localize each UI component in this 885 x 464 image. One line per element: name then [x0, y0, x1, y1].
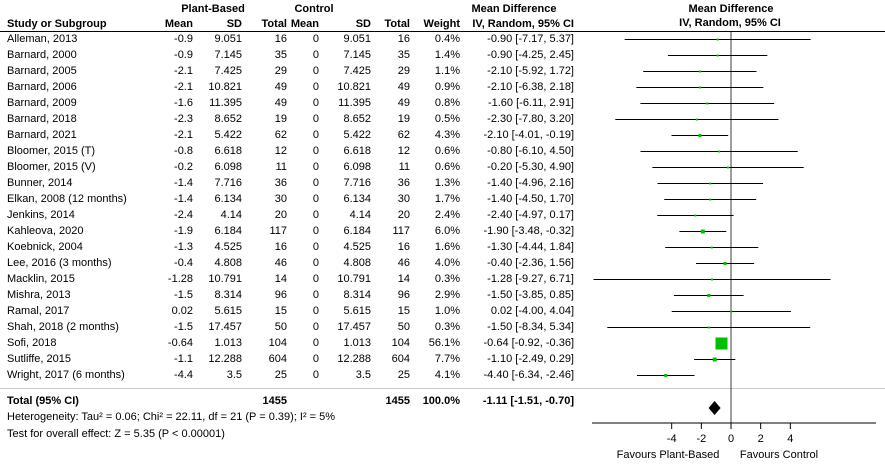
ctrl-sd: 4.525	[343, 241, 371, 253]
study-name: Barnard, 2006	[7, 81, 77, 93]
study-name: Wright, 2017 (6 months)	[7, 369, 125, 381]
total-ci-text: -1.11 [-1.51, -0.70]	[482, 395, 574, 407]
ctrl-total: 49	[397, 81, 410, 93]
effect-marker	[713, 358, 717, 362]
pb-total: 11	[275, 161, 287, 173]
pb-sd: 3.5	[226, 369, 242, 381]
pb-sd: 10.821	[208, 81, 242, 93]
ctrl-mean: 0	[312, 321, 319, 333]
heterogeneity-note: Heterogeneity: Tau² = 0.06; Chi² = 22.11, df = 21 (P = 0.39); I² = 5%	[7, 411, 336, 423]
ctrl-mean: 0	[312, 337, 319, 349]
weight-value: 1.6%	[434, 241, 460, 253]
pb-mean: -2.1	[174, 81, 193, 93]
pb-total: 25	[274, 369, 287, 381]
pb-sd: 4.808	[214, 257, 242, 269]
ctrl-mean: 0	[312, 289, 319, 301]
study-table-body	[0, 31, 574, 383]
ci-text: -1.60 [-6.11, 2.91]	[487, 97, 574, 109]
study-name: Sutliffe, 2015	[7, 353, 72, 365]
ctrl-mean: 0	[312, 113, 319, 125]
study-name: Sofi, 2018	[7, 337, 57, 349]
ctrl-mean: 0	[312, 145, 319, 157]
ctrl-mean: 0	[312, 97, 319, 109]
axis-tick-label: -2	[696, 433, 707, 445]
ctrl-total: 117	[392, 225, 410, 237]
ctrl-sd: 4.14	[349, 209, 371, 221]
ctrl-total: 50	[397, 321, 410, 333]
effect-marker	[699, 71, 701, 73]
weight-value: 0.6%	[434, 161, 460, 173]
effect-marker	[709, 183, 711, 185]
ctrl-sd: 4.808	[343, 257, 371, 269]
weight-value: 2.4%	[434, 209, 460, 221]
pb-sd: 7.716	[214, 177, 242, 189]
ctrl-total: 604	[391, 353, 410, 365]
pb-sd: 6.184	[214, 225, 242, 237]
pb-sd: 5.615	[214, 305, 242, 317]
ctrl-total: 46	[397, 257, 410, 269]
ctrl-total: 19	[397, 113, 410, 125]
col-header-iv-random-text: IV, Random, 95% CI	[472, 18, 574, 30]
study-row	[7, 271, 574, 287]
study-row	[7, 367, 574, 383]
pb-total: 104	[268, 337, 287, 349]
ctrl-total: 30	[397, 193, 410, 205]
pb-mean: -0.9	[174, 33, 193, 45]
ci-text: -2.10 [-4.01, -0.19]	[483, 129, 574, 141]
ctrl-total: 14	[397, 273, 410, 285]
ctrl-total: 20	[397, 209, 410, 221]
weight-value: 0.8%	[434, 97, 460, 109]
axis-tick-label: -4	[666, 433, 677, 445]
favours-right-label: Favours Control	[739, 449, 819, 461]
study-name: Jenkins, 2014	[7, 209, 75, 221]
ctrl-mean: 0	[312, 81, 319, 93]
ctrl-sd: 5.422	[343, 129, 371, 141]
study-name: Bloomer, 2015 (V)	[7, 161, 96, 173]
effect-marker	[707, 294, 710, 297]
effect-marker	[716, 338, 728, 350]
group-header-control: Control	[294, 3, 334, 15]
pb-mean: -0.2	[174, 161, 193, 173]
pb-sd: 11.395	[209, 97, 242, 109]
total-ctrl-n: 1455	[385, 395, 410, 407]
effect-marker	[664, 374, 667, 377]
ci-text: -1.10 [-2.49, 0.29]	[487, 353, 574, 365]
effect-marker	[698, 134, 701, 137]
ctrl-total: 104	[391, 337, 410, 349]
study-row	[7, 63, 574, 79]
study-row	[7, 351, 574, 367]
effect-marker	[718, 151, 720, 153]
ctrl-sd: 7.425	[343, 65, 371, 77]
ctrl-mean: 0	[312, 193, 319, 205]
ctrl-sd: 8.652	[343, 113, 371, 125]
ci-text: -1.50 [-3.85, 0.85]	[487, 289, 574, 301]
ctrl-total: 16	[397, 241, 410, 253]
pb-total: 16	[274, 241, 287, 253]
ctrl-sd: 5.615	[343, 305, 371, 317]
pb-total: 35	[274, 49, 287, 61]
pb-total: 14	[274, 273, 287, 285]
study-row	[7, 143, 574, 159]
study-row	[7, 111, 574, 127]
ctrl-total: 15	[397, 305, 410, 317]
weight-value: 0.3%	[434, 321, 460, 333]
ci-text: -2.30 [-7.80, 3.20]	[487, 113, 574, 125]
total-weight: 100.0%	[422, 395, 460, 407]
study-name: Shah, 2018 (2 months)	[7, 321, 119, 333]
ctrl-total: 11	[398, 161, 410, 173]
study-row	[7, 175, 574, 191]
ctrl-sd: 8.314	[343, 289, 371, 301]
ci-text: -4.40 [-6.34, -2.46]	[483, 369, 574, 381]
axis-tick-label: 0	[727, 433, 735, 445]
study-name: Barnard, 2018	[7, 113, 77, 125]
pb-mean: -4.4	[174, 369, 193, 381]
pb-total: 604	[268, 353, 287, 365]
ctrl-mean: 0	[312, 241, 319, 253]
ci-text: -0.40 [-2.36, 1.56]	[487, 257, 574, 269]
weight-value: 1.0%	[434, 305, 460, 317]
weight-value: 0.6%	[434, 145, 460, 157]
ctrl-total: 96	[397, 289, 410, 301]
ctrl-mean: 0	[312, 257, 319, 269]
ctrl-mean: 0	[312, 209, 319, 221]
pb-mean: -1.4	[174, 177, 193, 189]
ctrl-total: 35	[397, 49, 410, 61]
pb-sd: 5.422	[214, 129, 242, 141]
ctrl-sd: 3.5	[355, 369, 371, 381]
pb-sd: 9.051	[214, 33, 242, 45]
weight-value: 4.0%	[434, 257, 460, 269]
pb-mean: -1.6	[174, 97, 193, 109]
ci-text: -1.30 [-4.44, 1.84]	[487, 241, 574, 253]
study-row	[7, 47, 574, 63]
axis-tick-label: 2	[757, 433, 764, 445]
ctrl-sd: 7.145	[343, 49, 371, 61]
pb-mean: -2.1	[174, 65, 193, 77]
effect-marker	[708, 327, 710, 329]
pb-sd: 4.525	[214, 241, 242, 253]
pb-total: 96	[274, 289, 287, 301]
study-row	[7, 207, 574, 223]
effect-marker	[699, 87, 701, 89]
pb-mean: -0.4	[174, 257, 193, 269]
study-row	[7, 127, 574, 143]
pb-sd: 17.457	[208, 321, 242, 333]
ctrl-sd: 6.184	[343, 225, 371, 237]
ctrl-mean: 0	[312, 33, 319, 45]
pb-total: 49	[274, 81, 287, 93]
ci-text: -0.20 [-5.30, 4.90]	[487, 161, 574, 173]
pb-sd: 6.098	[214, 161, 242, 173]
ctrl-sd: 7.716	[343, 177, 371, 189]
total-pb-n: 1455	[262, 395, 287, 407]
pb-mean: -1.28	[167, 273, 193, 285]
study-name: Bloomer, 2015 (T)	[7, 145, 96, 157]
study-name: Alleman, 2013	[7, 33, 78, 45]
study-name: Barnard, 2000	[7, 49, 77, 61]
ci-text: -1.90 [-3.48, -0.32]	[483, 225, 574, 237]
ctrl-sd: 6.098	[343, 161, 371, 173]
pb-mean: -2.1	[174, 129, 193, 141]
study-row	[7, 255, 574, 271]
pb-sd: 7.145	[214, 49, 242, 61]
pb-mean: -2.4	[174, 209, 193, 221]
study-name: Ramal, 2017	[7, 305, 70, 317]
weight-value: 1.1%	[434, 65, 460, 77]
pb-sd: 8.314	[214, 289, 242, 301]
pb-total: 16	[274, 33, 287, 45]
ctrl-mean: 0	[312, 273, 319, 285]
ctrl-mean: 0	[312, 353, 319, 365]
ctrl-mean: 0	[312, 65, 319, 77]
effect-marker	[696, 119, 698, 121]
ctrl-sd: 11.395	[338, 97, 371, 109]
pb-mean: -2.3	[174, 113, 193, 125]
group-header-plant-based: Plant-Based	[181, 3, 245, 15]
ctrl-sd: 12.288	[337, 353, 371, 365]
col-header-pb-total: Total	[261, 18, 287, 30]
weight-value: 0.9%	[434, 81, 460, 93]
ci-text: -1.28 [-9.27, 6.71]	[487, 273, 574, 285]
weight-value: 4.1%	[434, 369, 460, 381]
column-header-row	[0, 17, 574, 31]
weight-value: 6.0%	[434, 225, 460, 237]
pb-mean: -1.9	[174, 225, 193, 237]
study-name: Macklin, 2015	[7, 273, 75, 285]
pb-mean: -0.8	[174, 145, 193, 157]
ci-text: -1.40 [-4.50, 1.70]	[487, 193, 574, 205]
weight-value: 4.3%	[434, 129, 460, 141]
study-row	[7, 335, 574, 351]
study-name: Bunner, 2014	[7, 177, 73, 189]
ci-text: -2.40 [-4.97, 0.17]	[487, 209, 574, 221]
pb-mean: -1.5	[174, 321, 193, 333]
pb-mean: -0.9	[174, 49, 193, 61]
study-row	[7, 159, 574, 175]
pb-sd: 6.618	[214, 145, 242, 157]
effect-marker	[706, 103, 708, 105]
effect-marker	[711, 247, 713, 249]
effect-marker	[701, 230, 705, 234]
ctrl-mean: 0	[312, 225, 319, 237]
ctrl-total: 36	[397, 177, 410, 189]
pb-total: 12	[274, 145, 287, 157]
ci-text: -2.10 [-5.92, 1.72]	[487, 65, 574, 77]
pb-sd: 8.652	[214, 113, 242, 125]
ctrl-sd: 10.821	[337, 81, 371, 93]
ctrl-mean: 0	[312, 305, 319, 317]
study-name: Elkan, 2008 (12 months)	[7, 193, 127, 205]
weight-value: 0.4%	[434, 33, 460, 45]
study-row	[7, 303, 574, 319]
study-row	[7, 319, 574, 335]
pb-total: 46	[274, 257, 287, 269]
col-header-ctrl-total: Total	[384, 18, 410, 30]
effect-marker	[727, 167, 729, 169]
weight-value: 0.3%	[434, 273, 460, 285]
study-row	[7, 223, 574, 239]
pb-total: 15	[274, 305, 287, 317]
pb-total: 50	[274, 321, 287, 333]
study-name: Lee, 2016 (3 months)	[7, 257, 112, 269]
pb-total: 19	[274, 113, 287, 125]
effect-marker	[694, 215, 696, 217]
header-mean-difference-plot: Mean Difference	[688, 3, 774, 15]
pb-total: 117	[269, 225, 287, 237]
col-header-ctrl-sd: SD	[355, 18, 371, 30]
ctrl-sd: 1.013	[343, 337, 371, 349]
ctrl-mean: 0	[312, 49, 319, 61]
ci-text: 0.02 [-4.00, 4.04]	[490, 305, 574, 317]
ctrl-sd: 17.457	[337, 321, 371, 333]
study-name: Barnard, 2005	[7, 65, 77, 77]
ci-text: -0.80 [-6.10, 4.50]	[487, 145, 574, 157]
pb-sd: 4.14	[220, 209, 242, 221]
ctrl-sd: 6.618	[343, 145, 371, 157]
study-name: Kahleova, 2020	[7, 225, 84, 237]
effect-marker	[709, 199, 711, 201]
overall-effect-note: Test for overall effect: Z = 5.35 (P < 0.00001)	[7, 428, 225, 440]
study-name: Koebnick, 2004	[7, 241, 83, 253]
axis-tick-label: 4	[787, 433, 794, 445]
study-name: Mishra, 2013	[7, 289, 71, 301]
pb-sd: 12.288	[208, 353, 242, 365]
ci-text: -0.64 [-0.92, -0.36]	[483, 337, 574, 349]
ci-text: -1.40 [-4.96, 2.16]	[487, 177, 574, 189]
ci-text: -2.10 [-6.38, 2.18]	[487, 81, 574, 93]
ctrl-total: 25	[397, 369, 410, 381]
pb-sd: 10.791	[208, 273, 242, 285]
pb-mean: -0.64	[167, 337, 193, 349]
study-name: Barnard, 2009	[7, 97, 77, 109]
ctrl-mean: 0	[312, 129, 319, 141]
pb-total: 30	[274, 193, 287, 205]
pb-mean: -1.1	[174, 353, 193, 365]
ctrl-sd: 10.791	[337, 273, 371, 285]
pb-total: 29	[274, 65, 287, 77]
ctrl-total: 12	[397, 145, 410, 157]
pb-mean: -1.4	[174, 193, 193, 205]
ci-text: -1.50 [-8.34, 5.34]	[487, 321, 574, 333]
total-label: Total (95% CI)	[7, 395, 79, 407]
weight-value: 1.4%	[434, 49, 460, 61]
effect-marker	[717, 39, 719, 41]
study-row	[7, 95, 574, 111]
pb-total: 62	[274, 129, 287, 141]
pb-sd: 7.425	[214, 65, 242, 77]
study-row	[7, 287, 574, 303]
weight-value: 1.3%	[434, 177, 460, 189]
pb-total: 20	[274, 209, 287, 221]
pb-mean: -1.3	[174, 241, 193, 253]
weight-value: 2.9%	[434, 289, 460, 301]
col-header-pb-mean: Mean	[164, 18, 193, 30]
effect-marker	[711, 279, 713, 281]
ci-text: -0.90 [-4.25, 2.45]	[487, 49, 574, 61]
ctrl-mean: 0	[312, 177, 319, 189]
effect-marker	[730, 311, 732, 313]
study-row	[7, 79, 574, 95]
ctrl-sd: 6.134	[343, 193, 371, 205]
total-diamond	[709, 401, 721, 415]
pb-mean: 0.02	[171, 305, 193, 317]
ctrl-sd: 9.051	[343, 33, 371, 45]
col-header-study: Study or Subgroup	[7, 18, 107, 30]
total-row	[0, 394, 574, 408]
pb-sd: 1.013	[214, 337, 242, 349]
effect-marker	[717, 55, 719, 57]
weight-value: 1.7%	[434, 193, 460, 205]
ctrl-mean: 0	[312, 369, 319, 381]
total-divider-line	[0, 388, 885, 389]
favours-left-label: Favours Plant-Based	[616, 449, 720, 461]
pb-mean: -1.5	[174, 289, 193, 301]
pb-sd: 6.134	[214, 193, 242, 205]
header-mean-difference-text: Mean Difference	[471, 3, 557, 15]
col-header-iv-random-plot: IV, Random, 95% CI	[679, 17, 781, 29]
study-name: Barnard, 2021	[7, 129, 77, 141]
pb-total: 49	[274, 97, 287, 109]
weight-value: 56.1%	[428, 337, 460, 349]
ctrl-total: 16	[397, 33, 410, 45]
weight-value: 0.5%	[434, 113, 460, 125]
pb-total: 36	[274, 177, 287, 189]
col-header-ctrl-mean: Mean	[290, 18, 319, 30]
col-header-pb-sd: SD	[226, 18, 242, 30]
weight-value: 7.7%	[434, 353, 460, 365]
col-header-weight: Weight	[423, 18, 460, 30]
ctrl-total: 62	[397, 129, 410, 141]
study-row	[7, 31, 574, 47]
study-row	[7, 191, 574, 207]
ctrl-mean: 0	[312, 161, 319, 173]
ci-text: -0.90 [-7.17, 5.37]	[487, 33, 574, 45]
ctrl-total: 49	[397, 97, 410, 109]
ctrl-total: 29	[397, 65, 410, 77]
effect-marker	[724, 262, 727, 265]
study-row	[7, 239, 574, 255]
